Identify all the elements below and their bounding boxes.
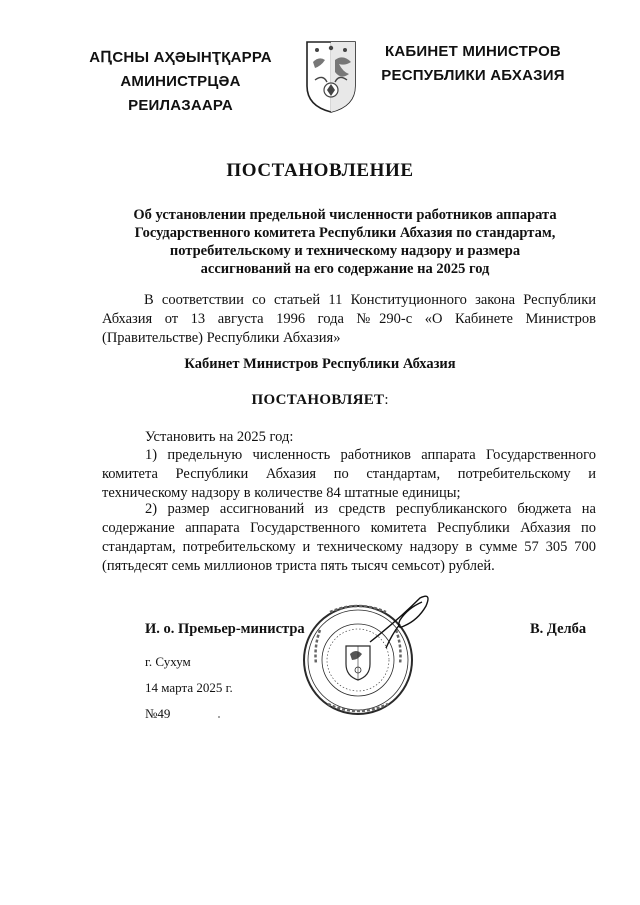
subject-line: потребительскому и техническому надзору и размера <box>169 243 521 259</box>
document-subject <box>100 206 590 278</box>
header-russian-line1: КАБИНЕТ МИНИСТРОВ <box>385 43 561 60</box>
resolution-item-2: 2) размер ассигнований из средств республиканского бюджета на содержание аппарата Государственного комитета Республики Абхазия по стандартам, потребительскому и техническому надзору в сумме 57 305 700 (пятьдесят семь миллионов триста пять тысяч семьсот) рублей. <box>102 501 596 574</box>
coat-of-arms-icon <box>305 40 357 114</box>
document-number: №49 <box>145 706 171 721</box>
subject-line: Об установлении предельной численности работников аппарата <box>133 207 557 223</box>
cabinet-line: Кабинет Министров Республики Абхазия <box>184 356 456 372</box>
resolves-heading <box>0 392 640 409</box>
resolves-colon: : <box>384 392 389 408</box>
header-russian-line2: РЕСПУБЛИКИ АБХАЗИЯ <box>381 67 565 84</box>
resolution-item-1: 1) предельную численность работников аппарата Государственного комитета Республики Абхазия по стандартам, потребительскому и техническому надзору в количестве 84 штатные единицы; <box>102 447 596 501</box>
header-abkhaz-line2: АМИНИСТРЦӘА РЕИЛАЗААРА <box>120 73 241 114</box>
scan-speck <box>218 716 220 718</box>
issue-date: 14 марта 2025 г. <box>145 680 233 695</box>
header-abkhaz-line1: АԤСНЫ АҲӘЫНҬҚАРРА <box>89 49 272 66</box>
document-title: ПОСТАНОВЛЕНИЕ <box>226 160 414 181</box>
header-abkhaz <box>78 46 283 118</box>
resolves-word: ПОСТАНОВЛЯЕТ <box>251 392 385 408</box>
basis-paragraph: В соответствии со статьей 11 Конституционного закона Республики Абхазия от 13 августа 1996 года №290-с «О Кабинете Министров (Правительстве) Республики Абхазия» <box>102 292 596 346</box>
issue-city: г. Сухум <box>145 654 191 669</box>
signatory-name: В. Делба <box>530 621 587 637</box>
resolution-intro: Установить на 2025 год: <box>145 429 294 445</box>
subject-line: ассигнований на его содержание на 2025 год <box>200 261 490 277</box>
signatory-position: И. о. Премьер-министра <box>145 621 305 637</box>
official-seal-icon <box>300 590 440 720</box>
header-russian <box>368 40 578 88</box>
subject-line: Государственного комитета Республики Абхазия по стандартам, <box>134 225 556 241</box>
